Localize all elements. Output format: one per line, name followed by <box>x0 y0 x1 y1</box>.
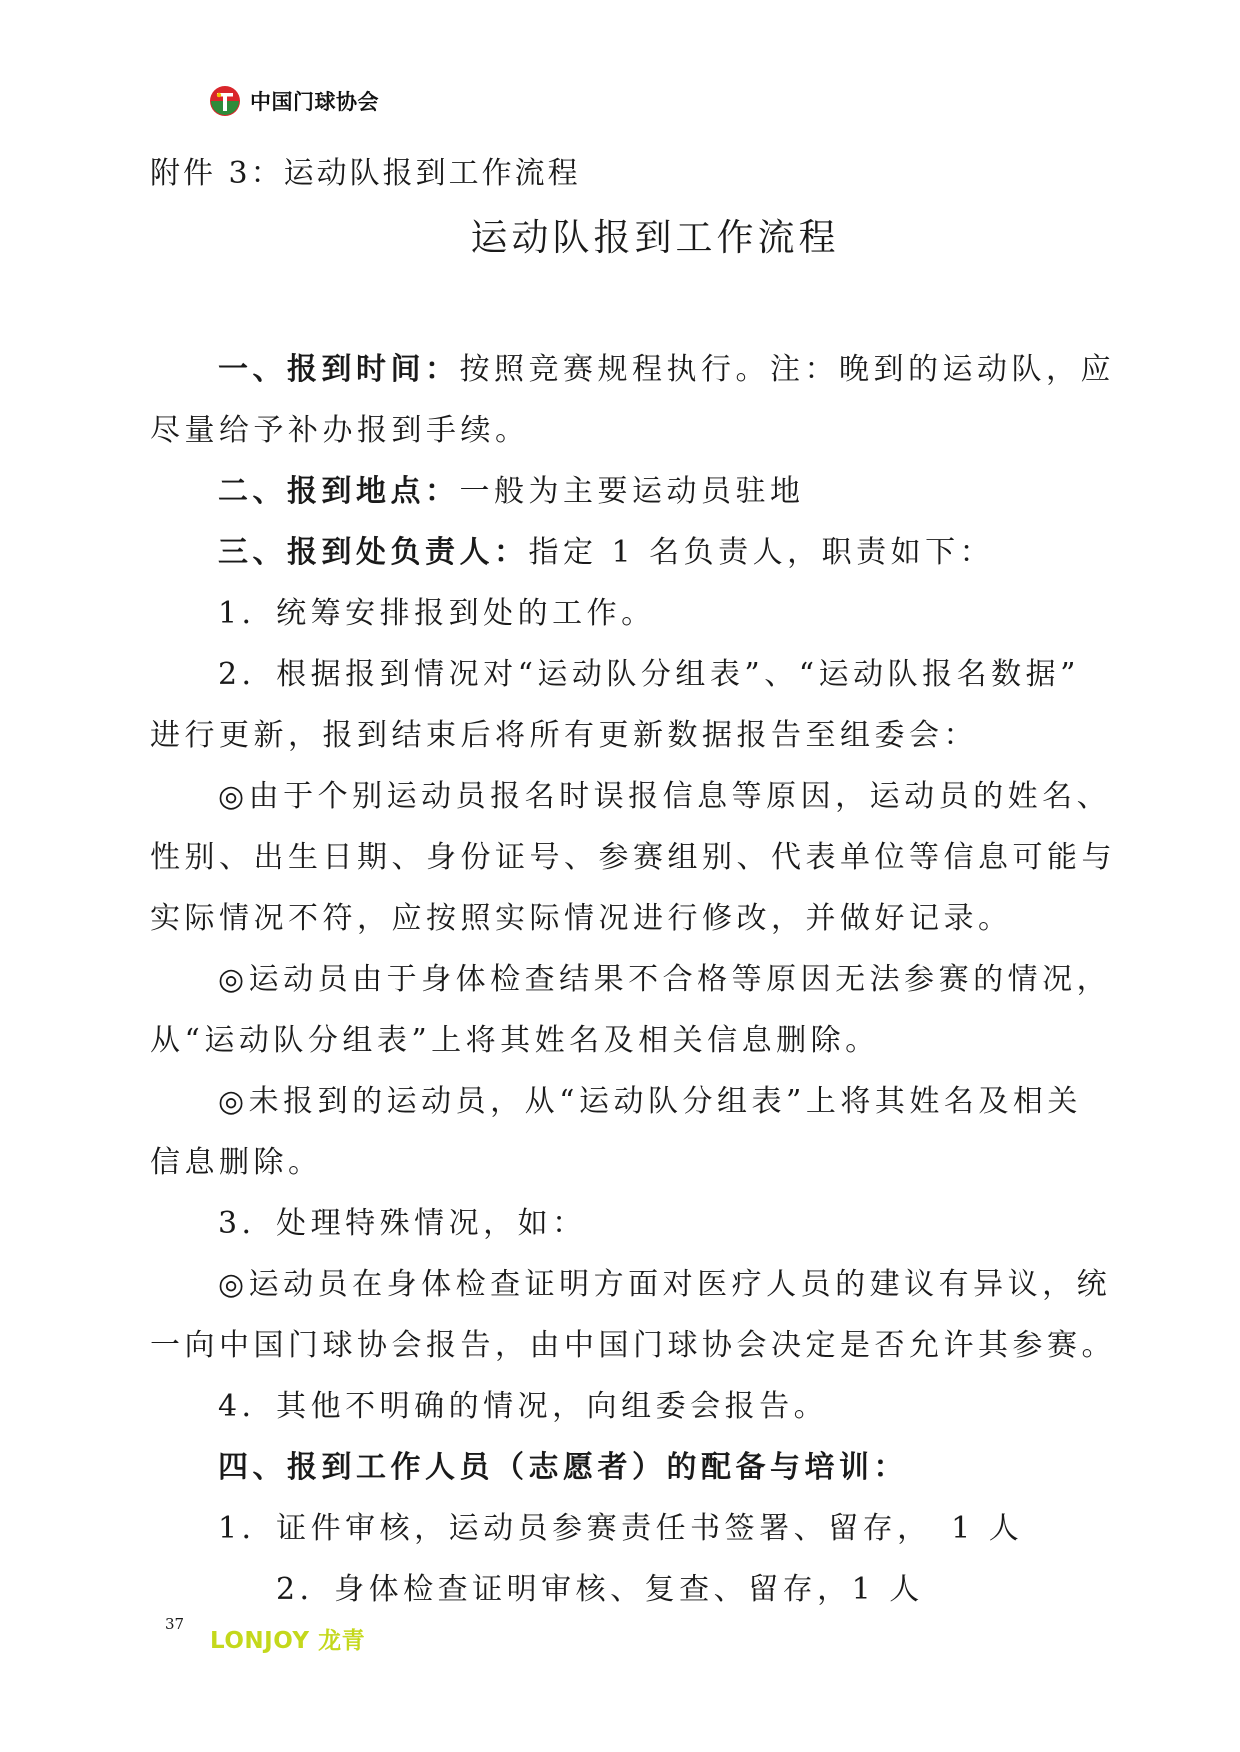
paragraph-line: 尽量给予补办报到手续。 <box>150 413 530 448</box>
gateball-logo-icon <box>208 84 242 118</box>
page-number: 37 <box>165 1615 185 1633</box>
paragraph-line: 一向中国门球协会报告，由中国门球协会决定是否允许其参赛。 <box>150 1328 1116 1363</box>
paragraph-line: 1．证件审核，运动员参赛责任书签署、留存， 1 人 <box>218 1511 1024 1546</box>
document-title: 运动队报到工作流程 <box>470 216 840 259</box>
paragraph-line <box>218 1442 908 1486</box>
paragraph-line: 1．统筹安排报到处的工作。 <box>218 596 656 631</box>
paragraph-line: 性别、出生日期、身份证号、参赛组别、代表单位等信息可能与 <box>150 840 1116 875</box>
paragraph-line <box>218 527 994 571</box>
paragraph-line: ◎由于个别运动员报名时误报信息等原因，运动员的姓名、 <box>218 779 1112 814</box>
section-text: 按照竞赛规程执行。注：晚到的运动队，应 <box>459 352 1115 387</box>
logo-row <box>208 84 379 118</box>
paragraph-line: 从“运动队分组表”上将其姓名及相关信息删除。 <box>150 1023 880 1058</box>
attachment-label: 附件 3：运动队报到工作流程 <box>150 156 581 191</box>
footer-brand-logo: LONJOY 龙青 <box>210 1628 366 1654</box>
section-text: 一般为主要运动员驻地 <box>459 474 805 509</box>
section-heading: 一、报到时间： <box>218 352 460 387</box>
paragraph-line <box>218 466 805 510</box>
paragraph-line: 3．处理特殊情况，如： <box>218 1206 587 1241</box>
paragraph-line: 进行更新，报到结束后将所有更新数据报告至组委会： <box>150 718 978 753</box>
paragraph-line: 实际情况不符，应按照实际情况进行修改，并做好记录。 <box>150 901 1013 936</box>
org-name: 中国门球协会 <box>250 90 379 114</box>
paragraph-line: 4．其他不明确的情况，向组委会报告。 <box>218 1389 829 1424</box>
paragraph-line: ◎运动员由于身体检查结果不合格等原因无法参赛的情况， <box>218 962 1112 997</box>
paragraph-line: 2．身体检查证明审核、复查、留存，1 人 <box>276 1572 924 1607</box>
paragraph-line: ◎运动员在身体检查证明方面对医疗人员的建议有异议，统 <box>218 1267 1112 1302</box>
section-text: 指定 1 名负责人，职责如下： <box>528 535 995 570</box>
section-heading: 三、报到处负责人： <box>218 535 529 570</box>
paragraph-line <box>218 344 1115 388</box>
paragraph-line: 2．根据报到情况对“运动队分组表”、“运动队报名数据” <box>218 657 1080 692</box>
paragraph-line: 信息删除。 <box>150 1145 323 1180</box>
section-heading: 四、报到工作人员（志愿者）的配备与培训： <box>218 1450 908 1485</box>
section-heading: 二、报到地点： <box>218 474 460 509</box>
paragraph-line: ◎未报到的运动员，从“运动队分组表”上将其姓名及相关 <box>218 1084 1082 1119</box>
